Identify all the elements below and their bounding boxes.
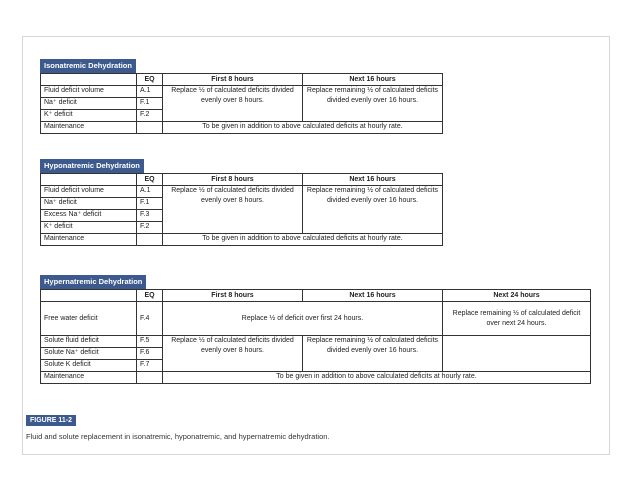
maintenance-text: To be given in addition to above calculated deficits at hourly rate. [163,122,443,134]
row-label: Solute Na⁺ deficit [41,348,137,360]
empty-cell [443,336,591,372]
row-label: Solute fluid deficit [41,336,137,348]
header-eq: EQ [137,290,163,302]
isonatremic-section [40,55,443,134]
row-label: Solute K deficit [41,360,137,372]
hyponatremic-table [40,173,443,246]
next-16-text: Replace remaining ½ of calculated deficits divided evenly over 16 hours. [303,336,443,372]
row-eq: F.1 [137,98,163,110]
row-eq [137,372,163,384]
row-eq [137,234,163,246]
header-blank [41,290,137,302]
row-label: Maintenance [41,234,137,246]
header-eq: EQ [137,74,163,86]
header-first-8: First 8 hours [163,74,303,86]
row-label: Excess Na⁺ deficit [41,210,137,222]
row-eq: F.2 [137,110,163,122]
next-24-text: Replace remaining ½ of calculated deficit over next 24 hours. [443,302,591,336]
header-eq: EQ [137,174,163,186]
row-label: Fluid deficit volume [41,186,137,198]
header-next-16: Next 16 hours [303,74,443,86]
hypernatremic-title: Hypernatremic Dehydration [40,275,146,289]
row-eq: A.1 [137,186,163,198]
maintenance-text: To be given in addition to above calculated deficits at hourly rate. [163,234,443,246]
header-next-24: Next 24 hours [443,290,591,302]
row-label: Maintenance [41,122,137,134]
first-8-text: Replace ½ of calculated deficits divided evenly over 8 hours. [163,336,303,372]
row-eq: F.4 [137,302,163,336]
header-first-8: First 8 hours [163,290,303,302]
row-label: Free water deficit [41,302,137,336]
header-blank [41,74,137,86]
row-eq: F.6 [137,348,163,360]
row-label: Fluid deficit volume [41,86,137,98]
row-eq: F.2 [137,222,163,234]
figure-label: FIGURE 11-2 [26,415,76,426]
first-8-text: Replace ½ of calculated deficits divided evenly over 8 hours. [163,86,303,122]
row-eq: F.1 [137,198,163,210]
header-next-16: Next 16 hours [303,290,443,302]
row-label: Na⁺ deficit [41,98,137,110]
row-eq: A.1 [137,86,163,98]
next-16-text: Replace remaining ½ of calculated deficits divided evenly over 16 hours. [303,86,443,122]
row-eq: F.7 [137,360,163,372]
hyponatremic-title: Hyponatremic Dehydration [40,159,144,173]
row-label: K⁺ deficit [41,110,137,122]
header-first-8: First 8 hours [163,174,303,186]
maintenance-text: To be given in addition to above calculated deficits at hourly rate. [163,372,591,384]
header-next-16: Next 16 hours [303,174,443,186]
isonatremic-title: Isonatremic Dehydration [40,59,136,73]
row-eq: F.3 [137,210,163,222]
row-eq [137,122,163,134]
figure-caption: Fluid and solute replacement in isonatremic, hyponatremic, and hypernatremic dehydration. [26,432,330,441]
row-label: K⁺ deficit [41,222,137,234]
row-eq: F.5 [137,336,163,348]
isonatremic-table [40,73,443,134]
first-8-text: Replace ½ of calculated deficits divided evenly over 8 hours. [163,186,303,234]
next-16-text: Replace remaining ½ of calculated deficits divided evenly over 16 hours. [303,186,443,234]
row-label: Na⁺ deficit [41,198,137,210]
free-water-text: Replace ½ of deficit over first 24 hours. [163,302,443,336]
hypernatremic-section [40,271,591,384]
hyponatremic-section [40,155,443,246]
row-label: Maintenance [41,372,137,384]
header-blank [41,174,137,186]
hypernatremic-table [40,289,591,384]
